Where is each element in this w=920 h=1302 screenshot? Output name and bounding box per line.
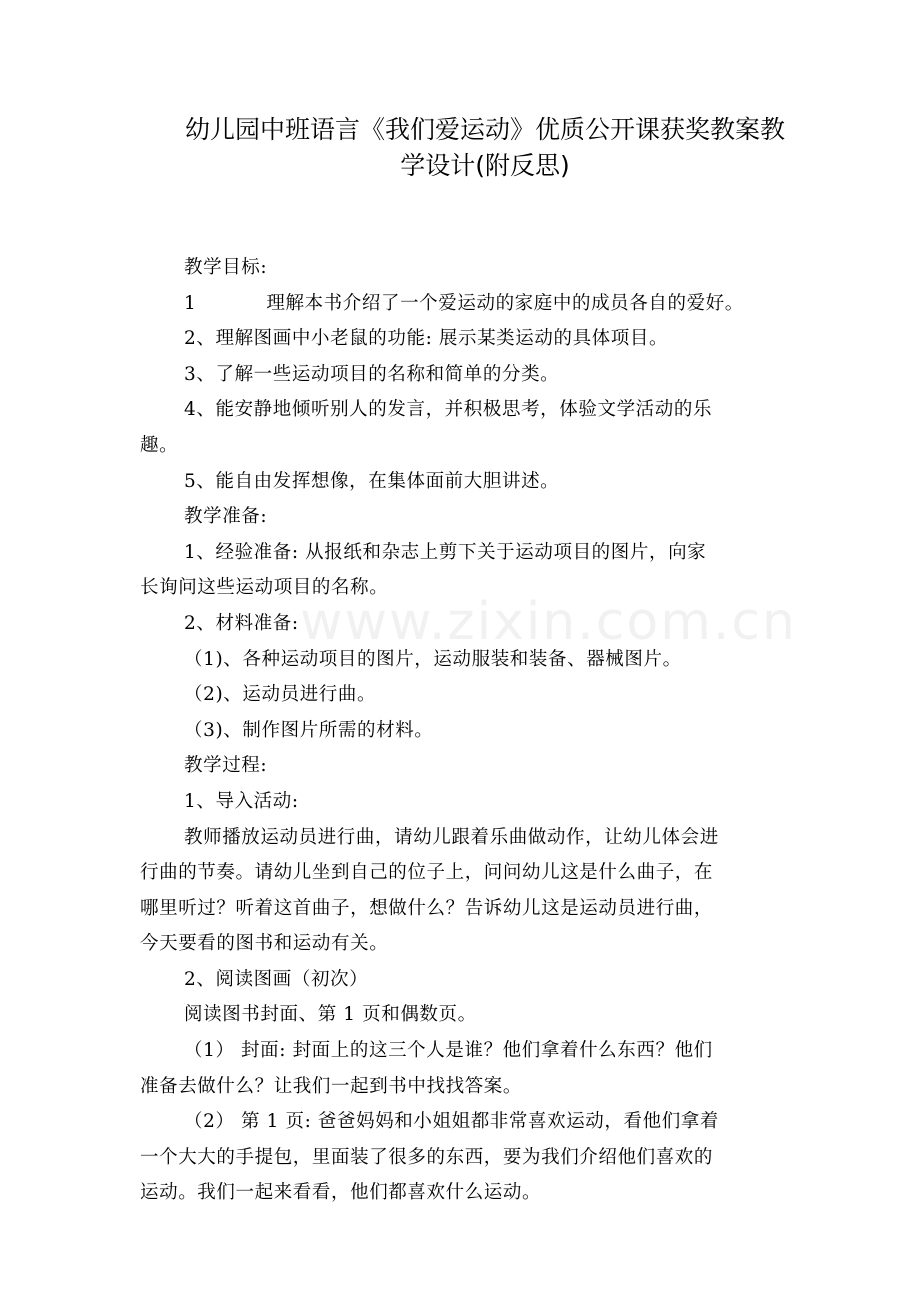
process-step-1-text: 教师播放运动员进行曲，请幼儿跟着乐曲做动作，让幼儿体会进 bbox=[184, 826, 719, 848]
preparation-2: 2、材料准备: bbox=[184, 612, 299, 634]
reading-item-2-line-2: 一个大大的手提包，里面装了很多的东西，要为我们介绍他们喜欢的 bbox=[140, 1146, 714, 1168]
material-item-3: （3)、制作图片所需的材料。 bbox=[184, 719, 434, 741]
process-step-2: 2、阅读图画（初次） bbox=[184, 968, 369, 990]
section-heading-objectives: 教学目标: bbox=[184, 257, 268, 278]
preparation-1: 1、经验准备: 从报纸和杂志上剪下关于运动项目的图片，向家 bbox=[184, 541, 707, 563]
objective-2: 2、理解图画中小老鼠的功能: 展示某类运动的具体项目。 bbox=[184, 328, 669, 350]
document-body bbox=[140, 250, 785, 1211]
reading-item-2: （2） 第 1 页: 爸爸妈妈和小姐姐都非常喜欢运动，看他们拿着 bbox=[184, 1111, 719, 1133]
section-heading-process: 教学过程: bbox=[184, 755, 268, 777]
process-step-2-text: 阅读图书封面、第 1 页和偶数页。 bbox=[184, 1004, 477, 1026]
process-step-1: 1、导入活动: bbox=[184, 790, 299, 812]
preparation-1-continued: 长询问这些运动项目的名称。 bbox=[140, 577, 389, 599]
process-step-1-text-line-3: 哪里听过？听着这首曲子，想做什么？告诉幼儿这是运动员进行曲， bbox=[140, 897, 714, 919]
objective-1 bbox=[140, 286, 785, 322]
material-item-1: （1)、各种运动项目的图片，运动服装和装备、器械图片。 bbox=[184, 648, 682, 670]
objective-5: 5、能自由发挥想像，在集体面前大胆讲述。 bbox=[184, 470, 560, 492]
section-heading-preparation: 教学准备: bbox=[184, 506, 268, 528]
material-item-2: （2)、运动员进行曲。 bbox=[184, 684, 377, 706]
objective-1-text: 理解本书介绍了一个爱运动的家庭中的成员各自的爱好。 bbox=[266, 292, 744, 314]
reading-item-2-line-3: 运动。我们一起来看看，他们都喜欢什么运动。 bbox=[140, 1182, 542, 1204]
objective-3: 3、了解一些运动项目的名称和简单的分类。 bbox=[184, 363, 560, 385]
objective-4-continued: 趣。 bbox=[140, 434, 179, 456]
title-line-2: 学设计(附反思) bbox=[400, 151, 570, 180]
reading-item-1: （1） 封面: 封面上的这三个人是谁？他们拿着什么东西？他们 bbox=[184, 1040, 713, 1062]
objective-4: 4、能安静地倾听别人的发言，并积极思考，体验文学活动的乐 bbox=[184, 399, 713, 421]
process-step-1-text-line-4: 今天要看的图书和运动有关。 bbox=[140, 933, 389, 955]
document-title bbox=[140, 112, 830, 184]
reading-item-1-continued: 准备去做什么？让我们一起到书中找找答案。 bbox=[140, 1075, 523, 1097]
watermark: www.zixin.com.cn bbox=[300, 592, 797, 652]
process-step-1-text-line-2: 行曲的节奏。请幼儿坐到自己的位子上，问问幼儿这是什么曲子，在 bbox=[140, 862, 714, 884]
objective-1-number: 1 bbox=[184, 292, 197, 314]
title-line-1: 幼儿园中班语言《我们爱运动》优质公开课获奖教案教 bbox=[184, 115, 785, 144]
